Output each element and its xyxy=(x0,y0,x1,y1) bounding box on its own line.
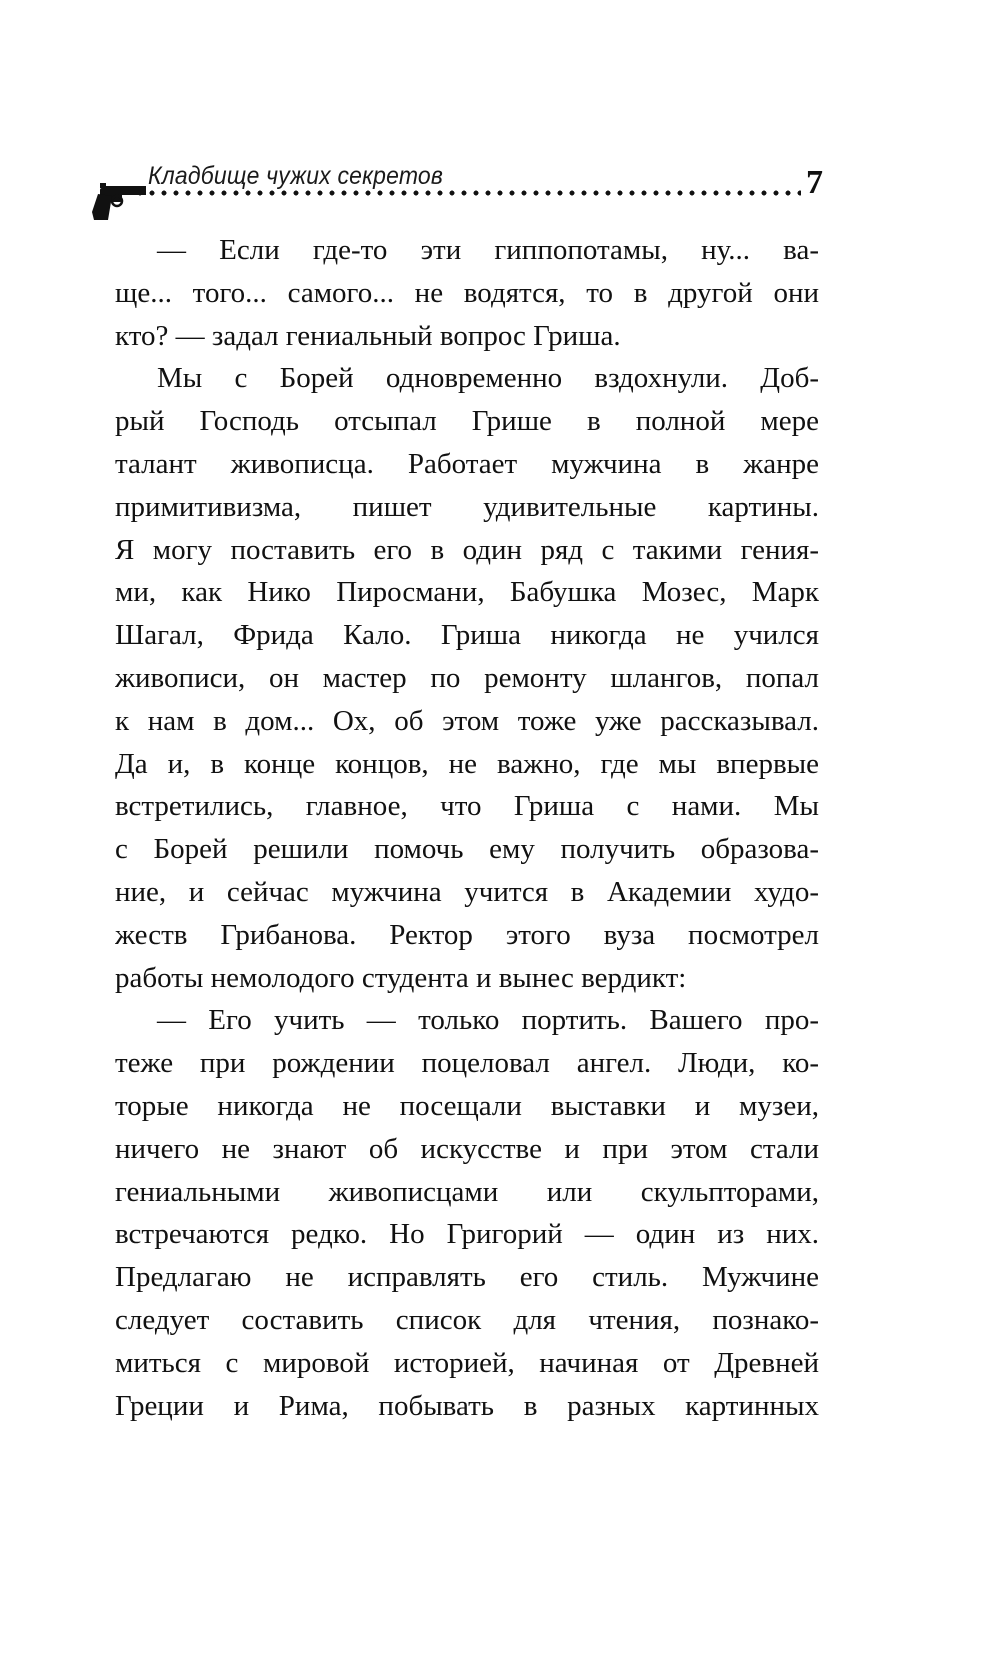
text-line: встретились, главное, что Гриша с нами. Мы xyxy=(115,790,819,823)
text-line: — Его учить — только портить. Вашего про- xyxy=(157,1004,819,1037)
text-line: ние, и сейчас мужчина учится в Академии худо- xyxy=(115,875,819,908)
text-line: талант живописца. Работает мужчина в жанре xyxy=(115,447,819,480)
text-line: ми, как Нико Пиросмани, Бабушка Мозес, Марк xyxy=(115,576,819,609)
text-line: живописи, он мастер по ремонту шлангов, попал xyxy=(115,661,819,694)
text-line: ще... того... самого... не водятся, то в другой они xyxy=(115,276,819,309)
text-line: Я могу поставить его в один ряд с такими гения- xyxy=(115,533,819,566)
book-title: Кладбище чужих секретов xyxy=(148,162,444,190)
text-line: торые никогда не посещали выставки и музеи, xyxy=(115,1089,819,1122)
text-line: жеств Грибанова. Ректор этого вуза посмотрел xyxy=(115,918,819,951)
page-number: 7 xyxy=(806,164,823,201)
body-text xyxy=(115,229,819,1427)
text-line: — Если где-то эти гиппопотамы, ну... ва- xyxy=(157,234,819,266)
text-line: Греции и Рима, побывать в разных картинных xyxy=(115,1389,819,1422)
text-line: следует составить список для чтения, познако- xyxy=(115,1303,819,1336)
text-line: встречаются редко. Но Григорий — один из них. xyxy=(115,1218,819,1251)
text-line: теже при рождении поцеловал ангел. Люди, ко- xyxy=(115,1047,819,1080)
text-line: примитивизма, пишет удивительные картины. xyxy=(115,490,819,523)
running-header xyxy=(88,150,828,230)
text-line: рый Господь отсыпал Грише в полной мере xyxy=(115,405,819,438)
text-line: с Борей решили помочь ему получить образова- xyxy=(115,833,819,866)
text-line: гениальными живописцами или скульпторами, xyxy=(115,1175,819,1208)
dot-leader xyxy=(134,190,801,196)
text-line: Предлагаю не исправлять его стиль. Мужчине xyxy=(115,1261,819,1294)
text-line: Да и, в конце концов, не важно, где мы впервые xyxy=(115,747,819,780)
text-line: Мы с Борей одновременно вздохнули. Доб- xyxy=(157,362,819,395)
text-line: работы немолодого студента и вынес вердикт: xyxy=(115,961,687,994)
text-line: к нам в дом... Ох, об этом тоже уже рассказывал. xyxy=(115,704,819,737)
revolver-icon xyxy=(92,180,148,222)
text-line: Шагал, Фрида Кало. Гриша никогда не учился xyxy=(115,619,819,652)
text-line: ничего не знают об искусстве и при этом стали xyxy=(115,1132,819,1165)
text-line: миться с мировой историей, начиная от Древней xyxy=(115,1346,819,1379)
text-line: кто? — задал гениальный вопрос Гриша. xyxy=(115,319,621,352)
